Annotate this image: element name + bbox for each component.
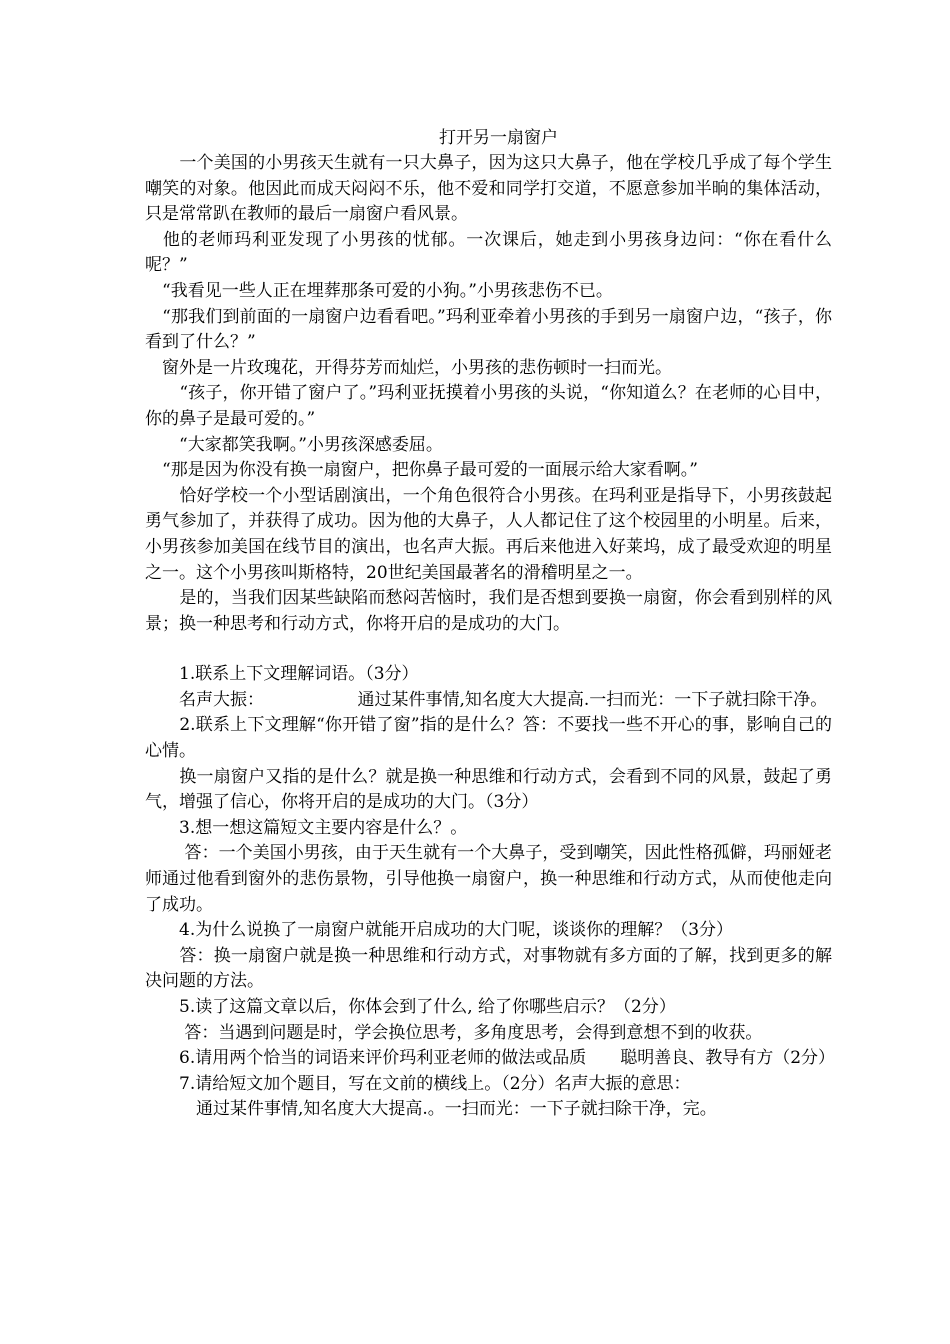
section-gap	[145, 637, 832, 662]
story-paragraph: “大家都笑我啊。”小男孩深感委屈。	[145, 434, 443, 455]
question-line: 3.想一想这篇短文主要内容是什么？。	[145, 817, 468, 838]
question-line: 4.为什么说换了一扇窗户就能开启成功的大门呢，谈谈你的理解？（3分）	[145, 920, 734, 941]
question-line: 2.联系上下文理解“你开错了窗”指的是什么？答：不要找一些不开心的事，影响自己的心情。	[145, 715, 832, 762]
question-line: 6.请用两个恰当的词语来评价玛利亚老师的做法或品质 聪明善良、教导有方（2分）	[145, 1048, 836, 1069]
question-line: 名声大振： 通过某件事情,知名度大大提高.一扫而光：一下子就扫除干净。	[145, 689, 828, 710]
story-paragraph: 一个美国的小男孩天生就有一只大鼻子，因为这只大鼻子，他在学校几乎成了每个学生嘲笑的对象。他因此而成天闷闷不乐，他不爱和同学打交道，不愿意参加半晌的集体活动，只是常常趴在教师的最后一扇窗户看风景。	[145, 153, 832, 225]
story-paragraph: “那我们到前面的一扇窗户边看看吧。”玛利亚牵着小男孩的手到另一扇窗户边，“孩子，你看到了什么？”	[145, 306, 832, 353]
document-title: 打开另一扇窗户	[439, 128, 558, 148]
story-paragraph: 窗外是一片玫瑰花，开得芬芳而灿烂，小男孩的悲伤顿时一扫而光。	[145, 357, 672, 378]
story-paragraph: 他的老师玛利亚发现了小男孩的忧郁。一次课后，她走到小男孩身边问：“你在看什么呢？”	[145, 229, 832, 276]
question-line: 换一扇窗户又指的是什么？就是换一种思维和行动方式，会看到不同的风景，鼓起了勇气，增强了信心，你将开启的是成功的大门。（3分）	[145, 766, 832, 813]
story-paragraph: 恰好学校一个小型话剧演出，一个角色很符合小男孩。在玛利亚是指导下，小男孩鼓起勇气参加了，并获得了成功。因为他的大鼻子，人人都记住了这个校园里的小明星。后来，小男孩参加美国在线节目的演出，也名声大振。再后来他进入好莱坞，成了最受欢迎的明星之一。这个小男孩叫斯格特，20世纪美国最著名的滑稽明星之一。	[145, 485, 832, 583]
question-line: 7.请给短文加个题目，写在文前的横线上。（2分）名声大振的意思：	[145, 1073, 691, 1094]
story-paragraph: “孩子，你开错了窗户了。”玛利亚抚摸着小男孩的头说，“你知道么？在老师的心目中，你的鼻子是最可爱的。”	[145, 383, 832, 429]
question-line: 1.联系上下文理解词语。（3分）	[145, 664, 419, 685]
question-line: 通过某件事情,知名度大大提高.。一扫而光：一下子就扫除干净，完。	[145, 1099, 717, 1120]
story-paragraph: “那是因为你没有换一扇窗户，把你鼻子最可爱的一面展示给大家看啊。”	[145, 460, 698, 481]
story-paragraph: 是的，当我们因某些缺陷而愁闷苦恼时，我们是否想到要换一扇窗，你会看到别样的风景；换一种思考和行动方式，你将开启的是成功的大门。	[145, 588, 832, 634]
questions-section	[145, 662, 836, 1123]
question-line: 答：一个美国小男孩，由于天生就有一个大鼻子，受到嘲笑，因此性格孤僻，玛丽娅老师通过他看到窗外的悲伤景物，引导他换一扇窗户，换一种思维和行动方式，从而使他走向了成功。	[145, 843, 832, 915]
question-line: 5.读了这篇文章以后，你体会到了什么, 给了你哪些启示？（2分）	[145, 997, 676, 1017]
question-line: 答：当遇到问题是时，学会换位思考，多角度思考，会得到意想不到的收获。	[145, 1022, 763, 1043]
story-body	[145, 151, 832, 637]
question-line: 答：换一扇窗户就是换一种思维和行动方式，对事物就有多方面的了解，找到更多的解决问题的方法。	[145, 945, 832, 992]
story-paragraph: “我看见一些人正在埋葬那条可爱的小狗。”小男孩悲伤不已。	[145, 280, 613, 301]
